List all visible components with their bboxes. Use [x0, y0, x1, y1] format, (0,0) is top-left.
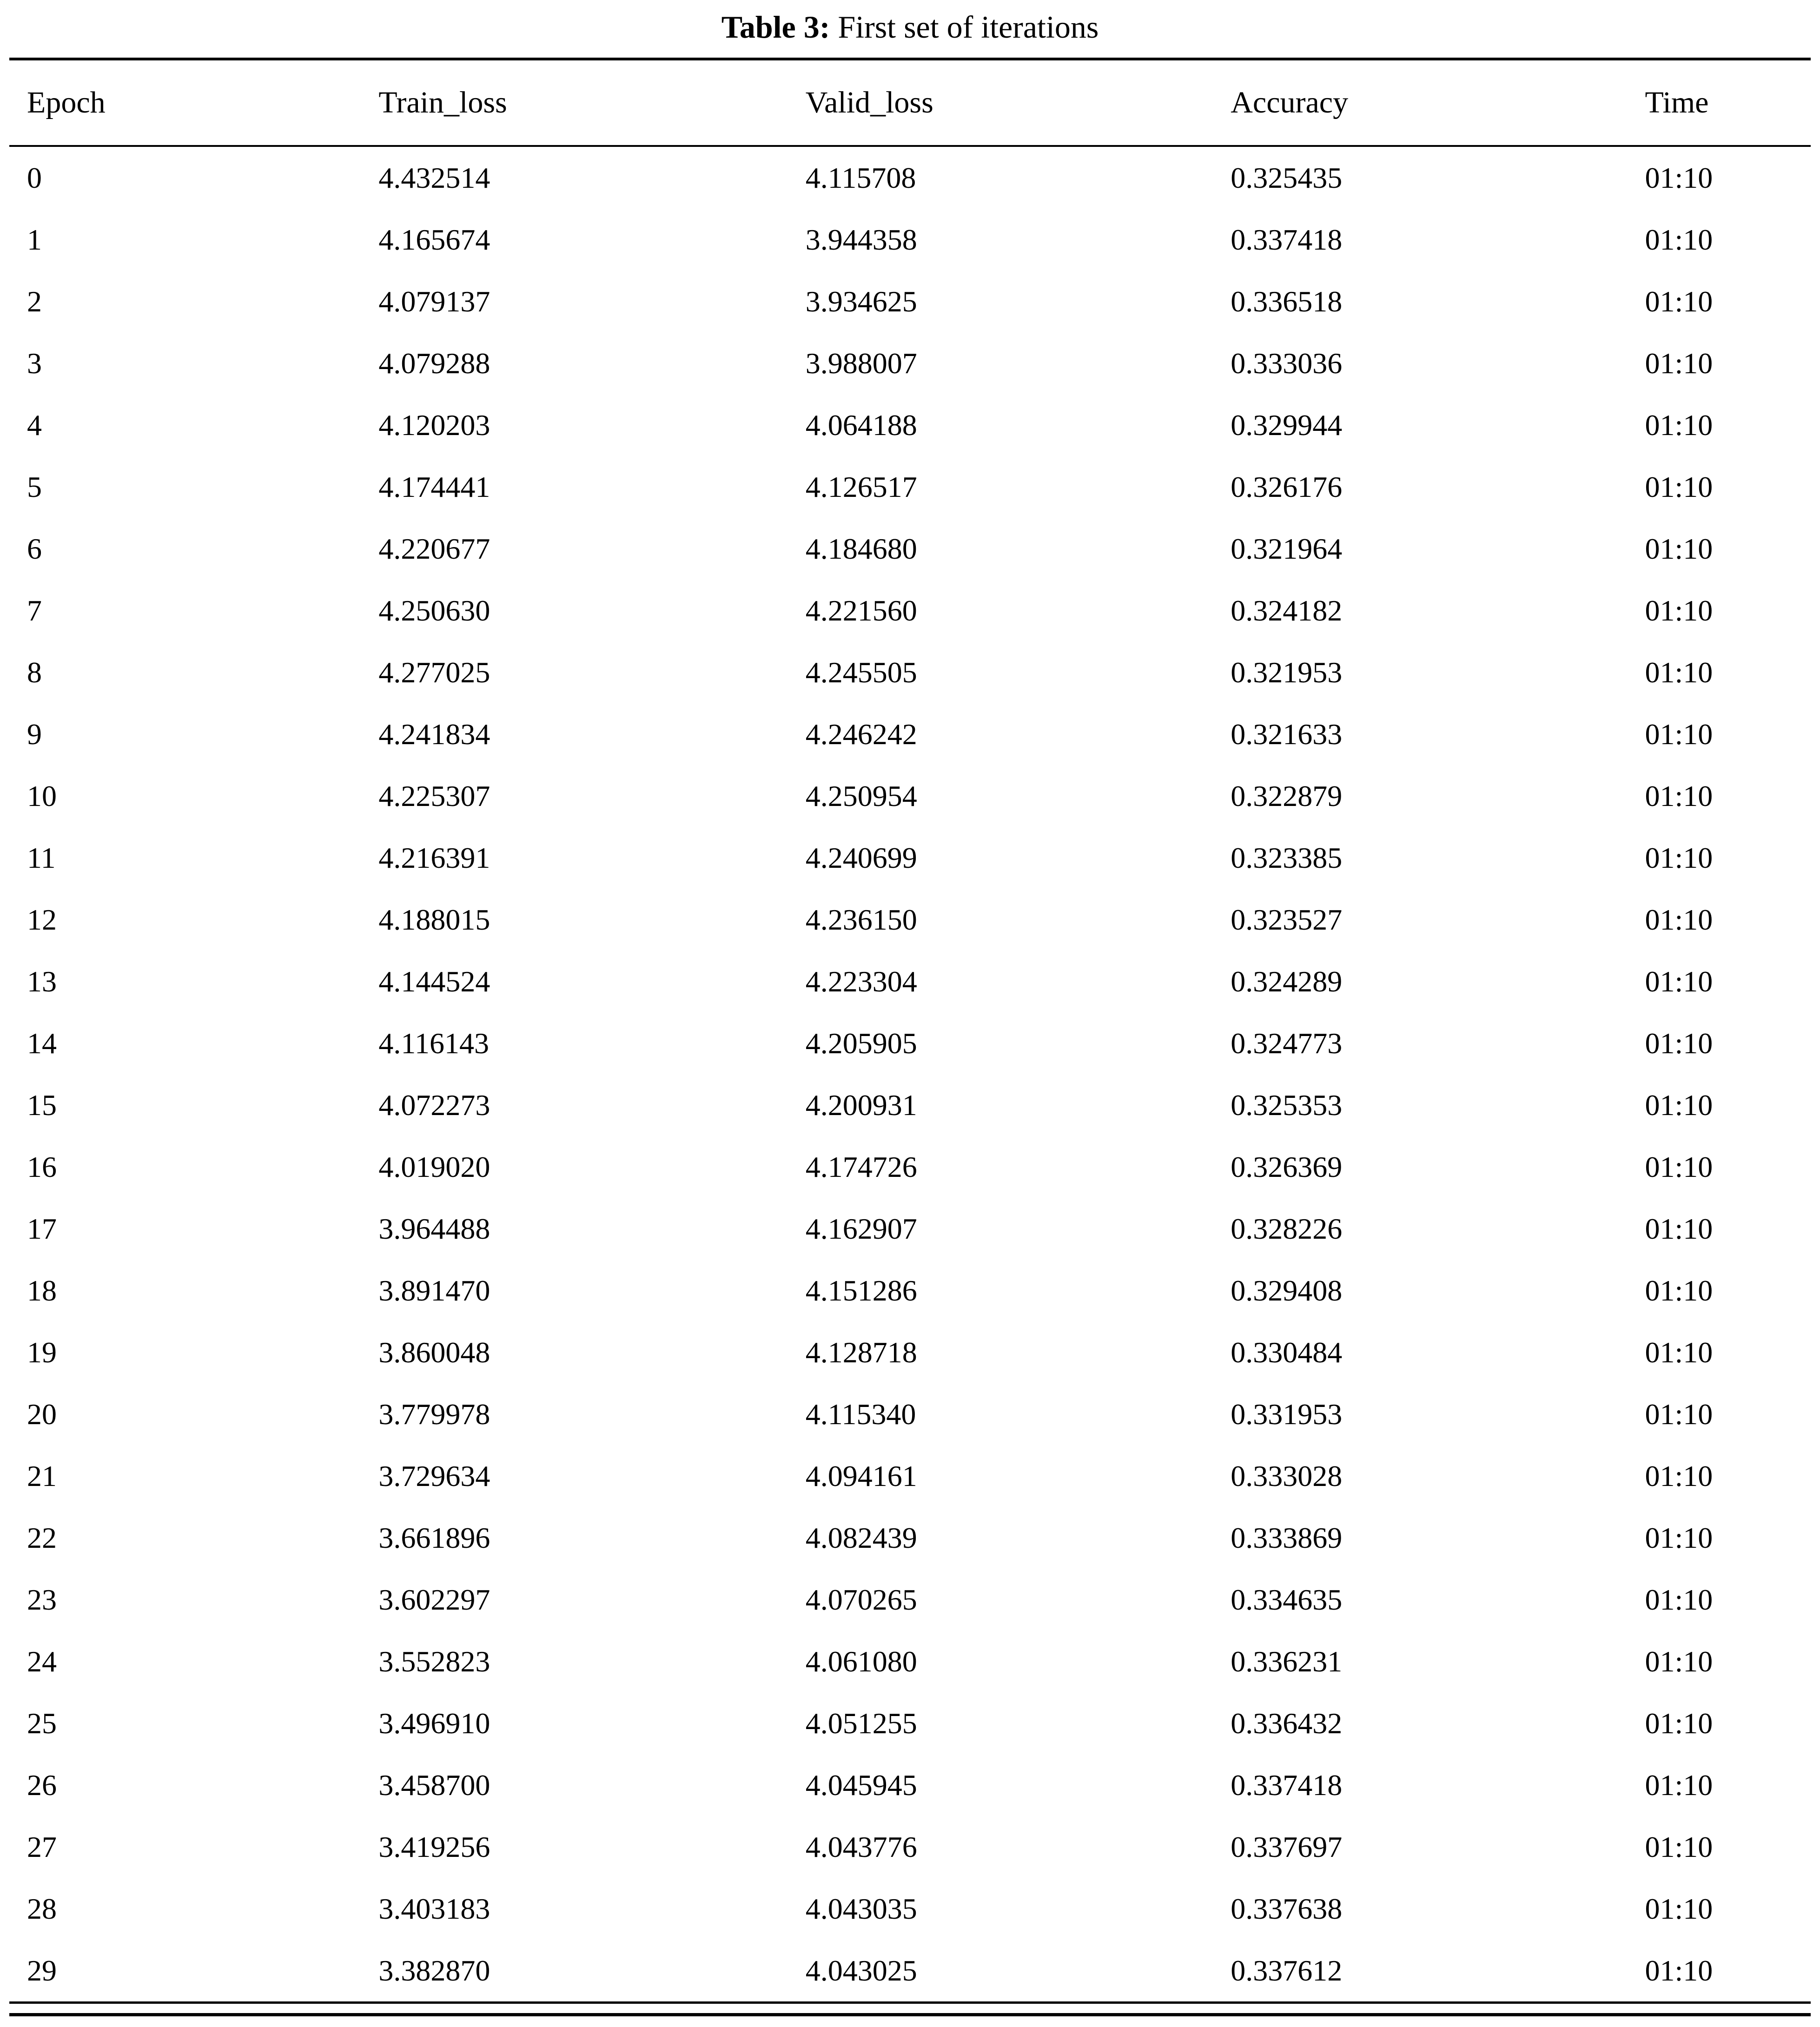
table-cell: 4.246242 [805, 717, 917, 751]
table-body [9, 146, 1811, 2003]
table-cell: 0.324182 [1231, 594, 1343, 627]
table-cell: 01:10 [1645, 655, 1713, 689]
table-row [9, 1012, 1811, 1074]
table-cell: 7 [27, 594, 42, 627]
table-row [9, 1816, 1811, 1878]
table-cell: 4.115340 [805, 1397, 916, 1431]
table-cell: 0.322879 [1231, 779, 1343, 812]
table-cell: 01:10 [1645, 841, 1713, 874]
table-cell: 01:10 [1645, 1459, 1713, 1492]
table-cell: 4.079288 [378, 346, 490, 380]
table-cell: 3.602297 [378, 1583, 490, 1616]
table-cell: 3.988007 [805, 346, 917, 380]
table-cell: 0.329944 [1231, 408, 1343, 442]
table-row [9, 1383, 1811, 1445]
table-cell: 4.043776 [805, 1830, 917, 1863]
table-cell: 01:10 [1645, 284, 1713, 318]
table-row [9, 1260, 1811, 1321]
table-cell: 19 [27, 1335, 57, 1369]
table-cell: 3.944358 [805, 223, 917, 256]
table-cell: 26 [27, 1768, 57, 1802]
table-row [9, 394, 1811, 456]
table-cell: 4.128718 [805, 1335, 917, 1369]
table-row [9, 1136, 1811, 1198]
table-cell: 0.337418 [1231, 223, 1343, 256]
table-cell: 25 [27, 1706, 57, 1740]
table-cell: 4.061080 [805, 1644, 917, 1678]
table-row [9, 146, 1811, 209]
table-cell: 0.337418 [1231, 1768, 1343, 1802]
table-row [9, 1569, 1811, 1631]
table-row [9, 1445, 1811, 1507]
column-header-train-loss: Train_loss [378, 59, 805, 146]
table-cell: 0.323385 [1231, 841, 1343, 874]
table-header [9, 59, 1811, 146]
table-cell: 0.336231 [1231, 1644, 1343, 1678]
table-cell: 4.144524 [378, 964, 490, 998]
table-cell: 9 [27, 717, 42, 751]
table-cell: 0.321953 [1231, 655, 1343, 689]
table-cell: 01:10 [1645, 408, 1713, 442]
table-row [9, 951, 1811, 1012]
table-cell: 01:10 [1645, 1644, 1713, 1678]
table-cell: 18 [27, 1274, 57, 1307]
table-cell: 4.250630 [378, 594, 490, 627]
table-cell: 0.325435 [1231, 161, 1343, 194]
table-cell: 01:10 [1645, 1150, 1713, 1183]
table-cell: 4.045945 [805, 1768, 917, 1802]
table-cell: 24 [27, 1644, 57, 1678]
table-cell: 4.174726 [805, 1150, 917, 1183]
table-cell: 17 [27, 1212, 57, 1245]
table-cell: 01:10 [1645, 1212, 1713, 1245]
table-cell: 20 [27, 1397, 57, 1431]
table-cell: 0.330484 [1231, 1335, 1343, 1369]
table-cell: 13 [27, 964, 57, 998]
table-cell: 10 [27, 779, 57, 812]
table-cell: 4.240699 [805, 841, 917, 874]
table-cell: 21 [27, 1459, 57, 1492]
table-cell: 4.432514 [378, 161, 490, 194]
table-row [9, 889, 1811, 951]
table-cell: 4.043035 [805, 1892, 917, 1925]
table-caption [0, 7, 1820, 47]
table-cell: 3 [27, 346, 42, 380]
table-cell: 3.779978 [378, 1397, 490, 1431]
table-row [9, 332, 1811, 394]
table-cell: 01:10 [1645, 346, 1713, 380]
table-row [9, 518, 1811, 580]
table-cell: 23 [27, 1583, 57, 1616]
table-cell: 4.094161 [805, 1459, 917, 1492]
table-cell: 0.333869 [1231, 1521, 1343, 1554]
table-cell: 3.382870 [378, 1940, 805, 2003]
table-cell: 0.324773 [1231, 1026, 1343, 1060]
table-cell: 01:10 [1645, 532, 1713, 565]
table-cell: 3.934625 [805, 284, 917, 318]
table-cell: 01:10 [1645, 1583, 1713, 1616]
table-cell: 3.860048 [378, 1335, 490, 1369]
table-cell: 0.333028 [1231, 1459, 1343, 1492]
table-cell: 01:10 [1645, 1026, 1713, 1060]
table-row [9, 1940, 1811, 2003]
table-cell: 01:10 [1645, 161, 1713, 194]
table-cell: 0.324289 [1231, 964, 1343, 998]
table-cell: 4.082439 [805, 1521, 917, 1554]
table-cell: 01:10 [1645, 1940, 1811, 2003]
table-cell: 4.151286 [805, 1274, 917, 1307]
table-cell: 0.326369 [1231, 1150, 1343, 1183]
table-row [9, 1321, 1811, 1383]
table-cell: 01:10 [1645, 223, 1713, 256]
table-row [9, 1631, 1811, 1692]
table-cell: 0.329408 [1231, 1274, 1343, 1307]
table-cell: 0.334635 [1231, 1583, 1343, 1616]
table-cell: 0.321633 [1231, 717, 1343, 751]
table-cell: 16 [27, 1150, 57, 1183]
table-header-row [9, 59, 1811, 146]
table-cell: 4.162907 [805, 1212, 917, 1245]
table-cell: 01:10 [1645, 1335, 1713, 1369]
table-cell: 11 [27, 841, 56, 874]
table-cell: 3.891470 [378, 1274, 490, 1307]
table-cell: 3.419256 [378, 1830, 490, 1863]
table-caption-text: First set of iterations [838, 9, 1099, 45]
table-cell: 22 [27, 1521, 57, 1554]
column-header-time: Time [1645, 59, 1811, 146]
table-cell: 4.043025 [806, 1940, 1231, 2003]
table-cell: 01:10 [1645, 1892, 1713, 1925]
table-cell: 3.964488 [378, 1212, 490, 1245]
table-cell: 01:10 [1645, 1830, 1713, 1863]
table-row [9, 580, 1811, 641]
table-cell: 4.070265 [805, 1583, 917, 1616]
table-cell: 4.200931 [805, 1088, 917, 1122]
table-cell: 4.174441 [378, 470, 490, 503]
table-cell: 4.223304 [805, 964, 917, 998]
table-cell: 8 [27, 655, 42, 689]
table-row [9, 1198, 1811, 1260]
table-cell: 01:10 [1645, 1274, 1713, 1307]
table-cell: 01:10 [1645, 779, 1713, 812]
table-caption-label: Table 3: [721, 9, 830, 45]
table-row [9, 1074, 1811, 1136]
table-cell: 01:10 [1645, 594, 1713, 627]
table-cell: 4.221560 [805, 594, 917, 627]
table-cell: 28 [27, 1892, 57, 1925]
table-row [9, 827, 1811, 889]
table-cell: 0.326176 [1231, 470, 1343, 503]
table-cell: 4 [27, 408, 42, 442]
table-cell: 2 [27, 284, 42, 318]
table-cell: 4.072273 [378, 1088, 490, 1122]
table-cell: 4.277025 [378, 655, 490, 689]
table-cell: 0.321964 [1231, 532, 1343, 565]
table-cell: 3.729634 [378, 1459, 490, 1492]
table-cell: 0.336432 [1231, 1706, 1343, 1740]
table-cell: 01:10 [1645, 717, 1713, 751]
table-cell: 4.165674 [378, 223, 490, 256]
table-cell: 4.064188 [805, 408, 917, 442]
table-cell: 4.019020 [378, 1150, 490, 1183]
table-cell: 4.205905 [805, 1026, 917, 1060]
table-cell: 0.325353 [1231, 1088, 1343, 1122]
table-row [9, 209, 1811, 271]
table-cell: 27 [27, 1830, 57, 1863]
table-cell: 01:10 [1645, 1706, 1713, 1740]
table-row [9, 456, 1811, 518]
table-cell: 4.225307 [378, 779, 490, 812]
table-cell: 0.323527 [1231, 903, 1343, 936]
table-cell: 4.115708 [805, 161, 916, 194]
table-cell: 3.661896 [378, 1521, 490, 1554]
table-cell: 4.220677 [378, 532, 490, 565]
table-row [9, 703, 1811, 765]
table-cell: 5 [27, 470, 42, 503]
table-row [9, 641, 1811, 703]
table-cell: 14 [27, 1026, 57, 1060]
table-cell: 3.552823 [378, 1644, 490, 1678]
table-row [9, 1754, 1811, 1816]
table-cell: 15 [27, 1088, 57, 1122]
table-cell: 01:10 [1645, 1088, 1713, 1122]
table-cell: 0.333036 [1231, 346, 1343, 380]
table-row [9, 271, 1811, 332]
table-cell: 0.328226 [1231, 1212, 1343, 1245]
column-header-accuracy: Accuracy [1231, 59, 1645, 146]
table-cell: 4.079137 [378, 284, 490, 318]
table-cell: 01:10 [1645, 903, 1713, 936]
table-cell: 4.216391 [378, 841, 490, 874]
iterations-table [9, 58, 1811, 2004]
table-cell: 0 [27, 161, 42, 194]
table-row [9, 1692, 1811, 1754]
table-cell: 4.241834 [378, 717, 490, 751]
table-cell: 1 [27, 223, 42, 256]
table-bottom-rule [9, 2013, 1811, 2016]
table-cell: 0.337697 [1231, 1830, 1343, 1863]
table-row [9, 1507, 1811, 1569]
column-header-valid-loss: Valid_loss [806, 59, 1231, 146]
table-cell: 01:10 [1645, 964, 1713, 998]
table-cell: 4.184680 [805, 532, 917, 565]
table-cell: 01:10 [1645, 1397, 1713, 1431]
table-cell: 0.337638 [1231, 1892, 1343, 1925]
table-row [9, 765, 1811, 827]
table-cell: 4.051255 [805, 1706, 917, 1740]
table-cell: 01:10 [1645, 1768, 1713, 1802]
table-cell: 3.496910 [378, 1706, 490, 1740]
table-cell: 4.116143 [378, 1026, 489, 1060]
table-cell: 0.331953 [1231, 1397, 1343, 1431]
table-cell: 3.458700 [378, 1768, 490, 1802]
table-cell: 4.120203 [378, 408, 490, 442]
table-cell: 4.250954 [805, 779, 917, 812]
table-cell: 4.245505 [805, 655, 917, 689]
table-cell: 0.337612 [1231, 1940, 1645, 2003]
table-cell: 29 [9, 1940, 378, 2003]
table-cell: 4.188015 [378, 903, 490, 936]
table-cell: 3.403183 [378, 1892, 490, 1925]
column-header-epoch: Epoch [9, 59, 378, 146]
table-cell: 4.236150 [805, 903, 917, 936]
table-row [9, 1878, 1811, 1940]
table-cell: 01:10 [1645, 1521, 1713, 1554]
table-cell: 6 [27, 532, 42, 565]
table-cell: 4.126517 [805, 470, 917, 503]
table-cell: 0.336518 [1231, 284, 1343, 318]
table-cell: 01:10 [1645, 470, 1713, 503]
table-cell: 12 [27, 903, 57, 936]
